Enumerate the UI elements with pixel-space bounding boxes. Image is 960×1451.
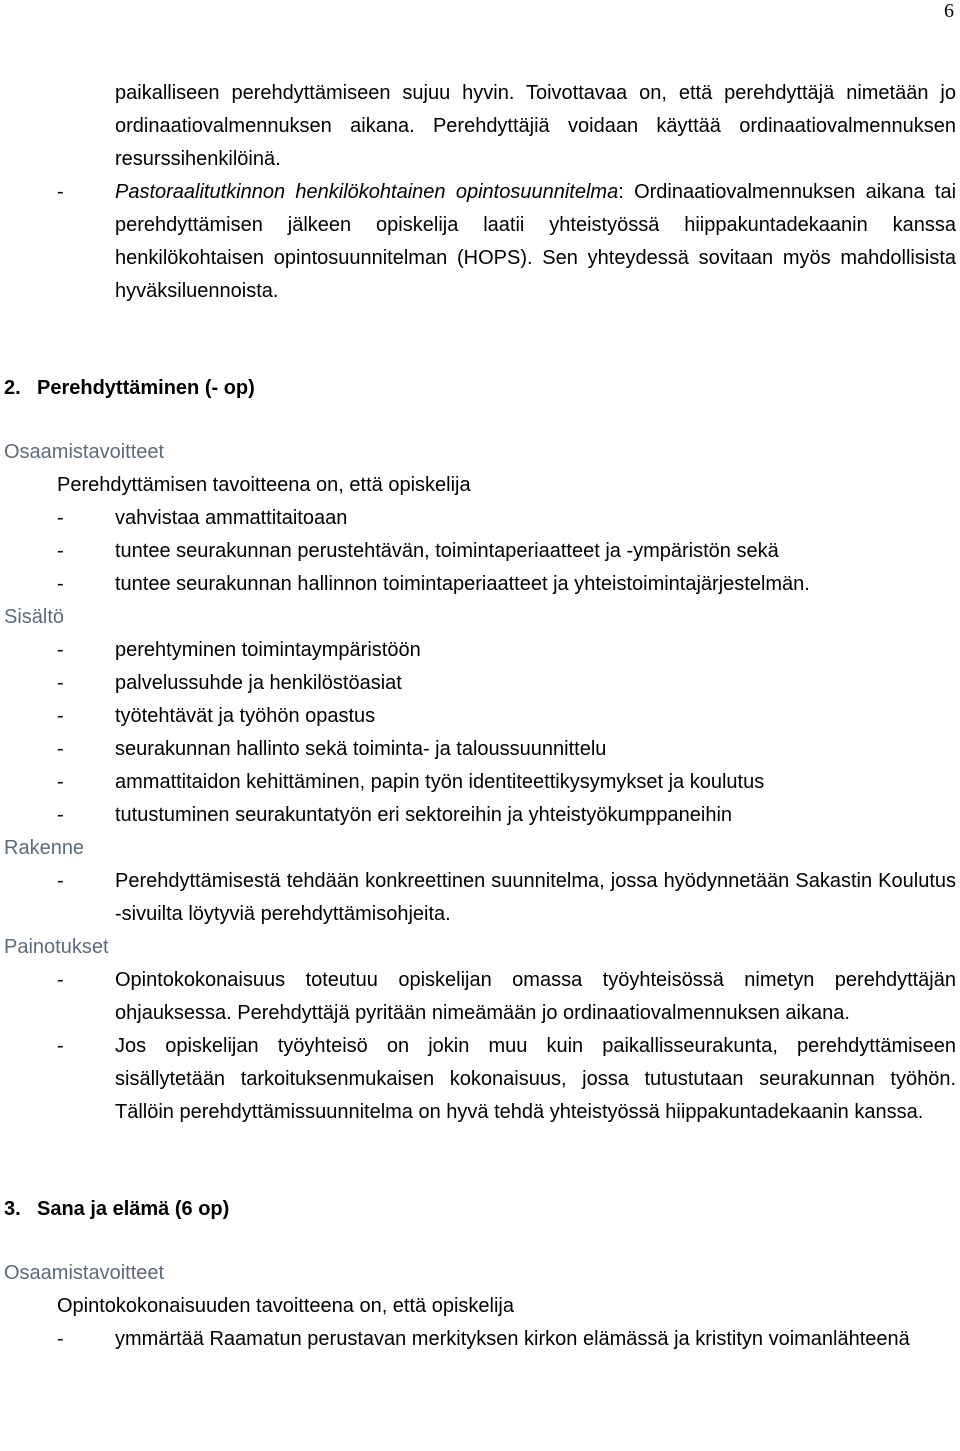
- section-2-content-list: [0, 634, 960, 832]
- list-item: [0, 502, 960, 535]
- bullet-dash: -: [57, 771, 64, 793]
- bullet-dash: -: [57, 1035, 64, 1057]
- bullet-dash: -: [57, 540, 64, 562]
- list-item-text: tutustuminen seurakuntatyön eri sektoreihin ja yhteistyökumppaneihin: [115, 804, 733, 826]
- section-3-goals-intro: Opintokokonaisuuden tavoitteena on, että opiskelija: [57, 1295, 514, 1317]
- list-item: [0, 535, 960, 568]
- document-body: [0, 77, 960, 1356]
- bullet-dash: -: [57, 181, 64, 203]
- section-3-title: Sana ja elämä (6 op): [37, 1198, 230, 1220]
- list-item: [0, 667, 960, 700]
- bullet-dash: -: [57, 738, 64, 760]
- section-2-title: Perehdyttäminen (- op): [37, 377, 255, 399]
- section-3-goals-label: Osaamistavoitteet: [4, 1262, 165, 1284]
- list-item-text: Perehdyttämisestä tehdään konkreettinen suunnitelma, jossa hyödynnetään Sakastin Koulutus -sivuilta löytyviä perehdyttämisohjeita.: [115, 870, 956, 925]
- list-item-text: perehtyminen toimintaympäristöön: [115, 639, 421, 661]
- section-3-heading: [0, 1193, 960, 1226]
- bullet-dash: -: [57, 639, 64, 661]
- list-item-text: Jos opiskelijan työyhteisö on jokin muu kuin paikallisseurakunta, perehdyttämiseen sisällytetään tarkoituksenmukaisen kokonaisuus, jossa tutustutaan seurakunnan työhön. Tällöin perehdyttämissuunnitelma on hyvä tehdä yhteistyössä hiippakuntadekaanin kanssa.: [115, 1035, 956, 1123]
- section-2-goals-intro: Perehdyttämisen tavoitteena on, että opiskelija: [57, 474, 471, 496]
- bullet-dash: -: [57, 507, 64, 529]
- list-item: [0, 733, 960, 766]
- list-item: [0, 964, 960, 1030]
- section-2-emphasis-label: Painotukset: [4, 936, 109, 958]
- bullet-dash: -: [57, 705, 64, 727]
- list-item-text: tuntee seurakunnan perustehtävän, toimintaperiaatteet ja -ympäristön sekä: [115, 540, 779, 562]
- section-2-emphasis-list: [0, 964, 960, 1129]
- section-2-content-label: Sisältö: [4, 606, 65, 628]
- bullet-dash: -: [57, 804, 64, 826]
- section-2-heading: [0, 372, 960, 405]
- list-item: [0, 766, 960, 799]
- list-item-text: ammattitaidon kehittäminen, papin työn identiteettikysymykset ja koulutus: [115, 771, 765, 793]
- list-item-text: vahvistaa ammattitaitoaan: [115, 507, 348, 529]
- list-item-text: ymmärtää Raamatun perustavan merkityksen kirkon elämässä ja kristityn voimanlähteenä: [115, 1328, 910, 1350]
- bullet-dash: -: [57, 870, 64, 892]
- list-item-text: palvelussuhde ja henkilöstöasiat: [115, 672, 402, 694]
- list-item: [0, 865, 960, 931]
- list-item-text: seurakunnan hallinto sekä toiminta- ja taloussuunnittelu: [115, 738, 607, 760]
- hops-text: : Ordinaatiovalmennuksen aikana tai perehdyttämisen jälkeen opiskelija laatii yhteistyössä hiippakuntadekaanin kanssa henkilökohtaisen opintosuunnitelman (HOPS). Sen yhteydessä sovitaan myös mahdollisista hyväksiluennoista.: [115, 181, 957, 302]
- list-item: [0, 799, 960, 832]
- section-2-structure-label: Rakenne: [4, 837, 85, 859]
- list-item-text: tuntee seurakunnan hallinnon toimintaperiaatteet ja yhteistoimintajärjestelmän.: [115, 573, 810, 595]
- hops-item: [0, 176, 960, 308]
- bullet-dash: -: [57, 969, 64, 991]
- page-number: 6: [944, 0, 954, 22]
- section-2-number: 2.: [4, 377, 21, 399]
- list-item-text: työtehtävät ja työhön opastus: [115, 705, 376, 727]
- bullet-dash: -: [57, 672, 64, 694]
- list-item: [0, 1030, 960, 1129]
- bullet-dash: -: [57, 1328, 64, 1350]
- section-3-number: 3.: [4, 1198, 21, 1220]
- hops-term: Pastoraalitutkinnon henkilökohtainen opintosuunnitelma: [115, 181, 619, 203]
- section-2-goals-list: [0, 502, 960, 601]
- bullet-dash: -: [57, 573, 64, 595]
- list-item: [0, 700, 960, 733]
- list-item: [0, 634, 960, 667]
- list-item: [0, 568, 960, 601]
- list-item: [0, 1323, 960, 1356]
- section-3-goals-list: [0, 1323, 960, 1356]
- section-2-goals-label: Osaamistavoitteet: [4, 441, 165, 463]
- list-item-text: Opintokokonaisuus toteutuu opiskelijan omassa työyhteisössä nimetyn perehdyttäjän ohjauksessa. Perehdyttäjä pyritään nimeämään jo ordinaatiovalmennuksen aikana.: [115, 969, 956, 1024]
- section-2-structure-list: [0, 865, 960, 931]
- continuation-paragraph: paikalliseen perehdyttämiseen sujuu hyvin. Toivottavaa on, että perehdyttäjä nimetään jo ordinaatiovalmennuksen aikana. Perehdyttäjiä voidaan käyttää ordinaatiovalmennuksen resurssihenkilöinä.: [115, 82, 956, 170]
